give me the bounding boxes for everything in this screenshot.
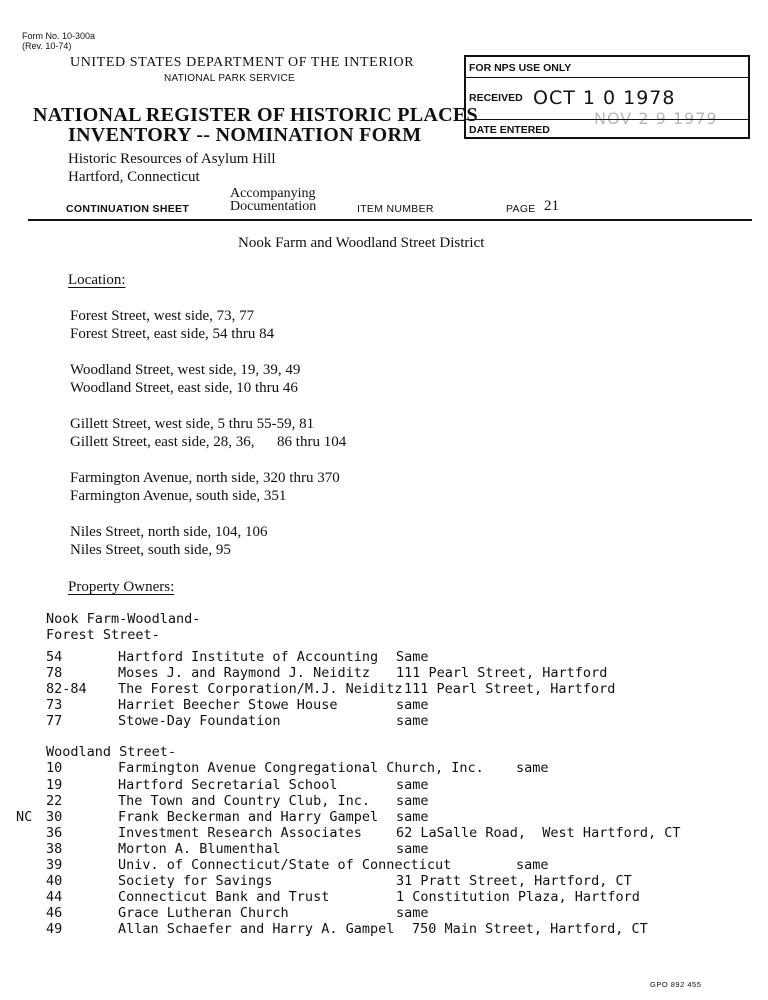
property-number: 36 [46, 825, 63, 841]
continuation-sheet-label: CONTINUATION SHEET [66, 203, 190, 215]
owner-address: same [516, 857, 549, 873]
form-title-line2: INVENTORY -- NOMINATION FORM [68, 124, 422, 146]
owner-address: same [396, 697, 429, 713]
property-owner: Hartford Secretarial School [118, 777, 338, 793]
accompanying-text: Accompanying [230, 186, 316, 201]
owner-address: 1 Constitution Plaza, Hartford [396, 889, 640, 905]
location-line: Farmington Avenue, north side, 320 thru 370 [70, 470, 340, 486]
property-number: 44 [46, 889, 63, 905]
page-label: PAGE [506, 203, 536, 215]
property-owner: Hartford Institute of Accounting [118, 649, 379, 665]
form-title-line1: NATIONAL REGISTER OF HISTORIC PLACES [33, 104, 478, 126]
property-number: 19 [46, 777, 63, 793]
page-number: 21 [544, 198, 559, 214]
owner-address: same [396, 905, 429, 921]
location-line: Niles Street, north side, 104, 106 [70, 524, 268, 540]
department-name: UNITED STATES DEPARTMENT OF THE INTERIOR [70, 55, 415, 70]
district-title: Nook Farm and Woodland Street District [238, 235, 485, 251]
location-line: Woodland Street, west side, 19, 39, 49 [70, 362, 301, 378]
form-number-text: Form No. 10-300a [22, 31, 96, 41]
property-number: 49 [46, 921, 63, 937]
property-owner: Stowe-Day Foundation [118, 713, 281, 729]
nps-box-divider-2 [466, 119, 748, 120]
location-subtitle: Hartford, Connecticut [68, 169, 200, 185]
header-rule [28, 219, 752, 221]
owner-address: same [396, 841, 429, 857]
property-owner: Connecticut Bank and Trust [118, 889, 330, 905]
property-owner: Grace Lutheran Church [118, 905, 289, 921]
property-owner: The Forest Corporation/M.J. Neiditz [118, 681, 403, 697]
property-number: 54 [46, 649, 63, 665]
location-line: Farmington Avenue, south side, 351 [70, 488, 287, 504]
property-number: 82-84 [46, 681, 87, 697]
property-owner: Harriet Beecher Stowe House [118, 697, 338, 713]
noncontributing-mark: NC [16, 809, 33, 825]
owner-address: 31 Pratt Street, Hartford, CT [396, 873, 632, 889]
owner-address: same [516, 760, 549, 776]
location-line: Gillett Street, west side, 5 thru 55-59, 81 [70, 416, 315, 432]
owner-address: Same [396, 649, 429, 665]
date-entered-label: DATE ENTERED [469, 124, 550, 136]
owner-address: 62 LaSalle Road, West Hartford, CT [396, 825, 681, 841]
location-line: Gillett Street, east side, 28, 36, 86 thru 104 [70, 434, 347, 450]
property-owners-heading: Property Owners: [68, 579, 175, 595]
property-owner: Frank Beckerman and Harry Gampel [118, 809, 379, 825]
group-heading: Nook Farm-Woodland- [46, 611, 201, 627]
received-date-stamp: OCT 1 0 1978 [533, 87, 676, 109]
property-number: 46 [46, 905, 63, 921]
owner-address: same [396, 809, 429, 825]
form-number [22, 31, 95, 51]
nps-use-heading: FOR NPS USE ONLY [469, 62, 572, 74]
nps-box-divider [466, 77, 748, 78]
property-number: 39 [46, 857, 63, 873]
property-owner: Moses J. and Raymond J. Neiditz [118, 665, 370, 681]
owner-address: same [396, 777, 429, 793]
owner-address: 111 Pearl Street, Hartford [404, 681, 616, 697]
group-heading: Forest Street- [46, 627, 160, 643]
location-heading: Location: [68, 272, 126, 288]
property-number: 38 [46, 841, 63, 857]
documentation-text: Documentation [230, 199, 317, 214]
property-number: 40 [46, 873, 63, 889]
location-line: Forest Street, west side, 73, 77 [70, 308, 255, 324]
owner-address: same [396, 713, 429, 729]
property-owner: Allan Schaefer and Harry A. Gampel [118, 921, 395, 937]
owner-address: 750 Main Street, Hartford, CT [412, 921, 648, 937]
property-number: 73 [46, 697, 63, 713]
received-label: RECEIVED [469, 92, 523, 104]
group-heading: Woodland Street- [46, 744, 177, 760]
location-line: Woodland Street, east side, 10 thru 46 [70, 380, 298, 396]
property-owner: Morton A. Blumenthal [118, 841, 281, 857]
location-line: Niles Street, south side, 95 [70, 542, 231, 558]
property-owner: Investment Research Associates [118, 825, 362, 841]
property-owner: Society for Savings [118, 873, 273, 889]
nps-use-box [464, 55, 750, 139]
property-owner: The Town and Country Club, Inc. [118, 793, 370, 809]
owner-address: 111 Pearl Street, Hartford [396, 665, 608, 681]
service-name: NATIONAL PARK SERVICE [164, 73, 295, 84]
resource-subtitle: Historic Resources of Asylum Hill [68, 151, 276, 167]
property-number: 22 [46, 793, 63, 809]
property-number: 10 [46, 760, 63, 776]
owner-address: same [396, 793, 429, 809]
form-revision-text: (Rev. 10-74) [22, 41, 72, 51]
property-owner: Farmington Avenue Congregational Church, Inc. [118, 760, 484, 776]
property-number: 30 [46, 809, 63, 825]
item-number-label: ITEM NUMBER [357, 203, 434, 215]
location-line: Forest Street, east side, 54 thru 84 [70, 326, 275, 342]
property-number: 77 [46, 713, 63, 729]
property-number: 78 [46, 665, 63, 681]
property-owner: Univ. of Connecticut/State of Connecticut [118, 857, 452, 873]
gpo-code: GPO 892 455 [650, 980, 702, 989]
date-entered-stamp: NOV 2 9 1979 [594, 109, 718, 128]
